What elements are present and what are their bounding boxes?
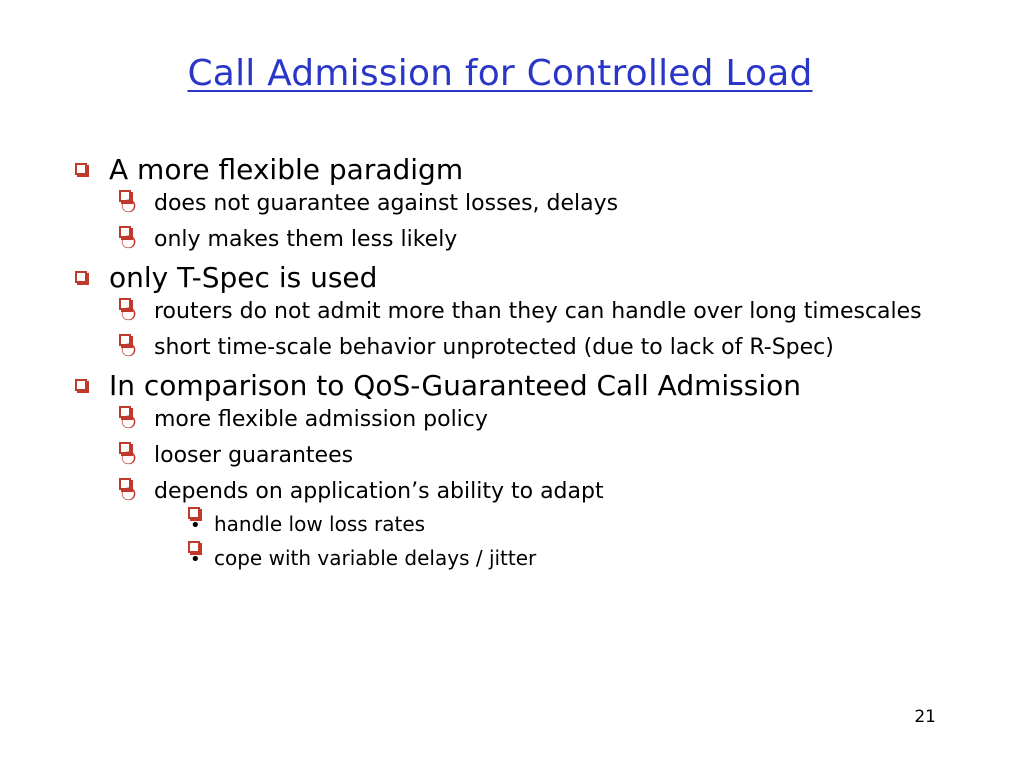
bullet-text: only T-Spec is used: [109, 261, 378, 294]
round-bullet-icon: ❍: [119, 298, 131, 310]
sub-sub-bullet-text: cope with variable delays / jitter: [214, 546, 537, 570]
page-number: 21: [914, 707, 936, 727]
sub-sub-bullet-text: handle low loss rates: [214, 512, 426, 536]
bullet-item: [73, 369, 953, 575]
hollow-square-bullet-icon: [75, 271, 87, 283]
sub-bullet-item: [119, 189, 953, 219]
bullet-item: [73, 261, 953, 363]
sub-bullet-text: short time-scale behavior unprotected (due to lack of R-Spec): [154, 335, 834, 360]
bullet-item: [73, 153, 953, 255]
round-bullet-icon: ❍: [119, 226, 131, 238]
round-bullet-icon: ❍: [119, 334, 131, 346]
sub-bullet-text: only makes them less likely: [154, 227, 458, 252]
sub-bullet-item: [119, 333, 953, 363]
sub-bullet-text: looser guarantees: [154, 443, 354, 468]
sub-bullet-item: [119, 441, 953, 471]
sub-sub-bullet-item: [184, 507, 923, 541]
slide-title: Call Admission for Controlled Load: [187, 53, 813, 94]
round-bullet-icon: ❍: [119, 478, 131, 490]
bullet-text: A more flexible paradigm: [109, 153, 464, 186]
sub-bullet-list: [109, 189, 953, 255]
sub-bullet-text: depends on application’s ability to adapt: [154, 479, 604, 504]
sub-bullet-text: more flexible admission policy: [154, 407, 488, 432]
sub-sub-bullet-list: [154, 507, 923, 575]
bullet-text: In comparison to QoS-Guaranteed Call Admission: [109, 369, 801, 402]
bullet-list: [73, 153, 953, 581]
round-bullet-icon: ❍: [119, 406, 131, 418]
sub-sub-bullet-item: [184, 541, 923, 575]
hollow-square-bullet-icon: [75, 379, 87, 391]
round-bullet-icon: ❍: [119, 442, 131, 454]
sub-bullet-list: [109, 405, 953, 575]
sub-bullet-text: does not guarantee against losses, delays: [154, 191, 619, 216]
dot-bullet-icon: •: [188, 507, 200, 519]
round-bullet-icon: ❍: [119, 190, 131, 202]
dot-bullet-icon: •: [188, 541, 200, 553]
hollow-square-bullet-icon: [75, 163, 87, 175]
sub-bullet-list: [109, 297, 953, 363]
sub-bullet-item: [119, 297, 953, 327]
sub-bullet-item: [119, 477, 953, 575]
sub-bullet-text: routers do not admit more than they can handle over long timescales: [154, 299, 922, 324]
sub-bullet-item: [119, 225, 953, 255]
sub-bullet-item: [119, 405, 953, 435]
